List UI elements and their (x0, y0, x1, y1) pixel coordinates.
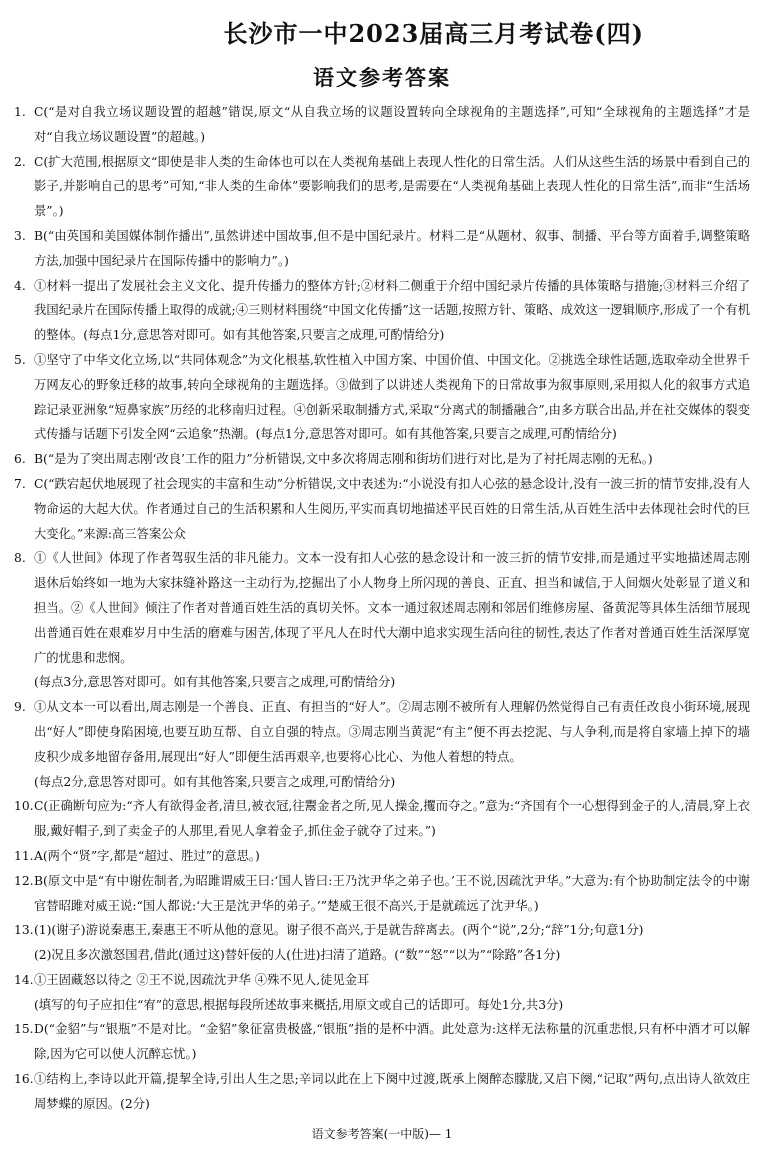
answer-note: (2)况且多次激怒国君,借此(通过这)替奸佞的人(仕进)扫清了道路。(“数”“怒”“以为”“除路”各1分) (34, 948, 561, 963)
answer-item-7 (14, 472, 750, 546)
answer-number: 3. (14, 228, 26, 243)
answer-text: C(扩大范围,根据原文“即使是非人类的生命体也可以在人类视角基础上表现人性化的日常生活。人们从这些生活的场景中看到自己的影子,并影响自己的思考”可知,“非人类的生命体”要影响我们的思考,是需要在“人类视角基础上表现人性化的日常生活”,而非“生活场景”。) (34, 154, 750, 219)
answer-number: 1. (14, 105, 26, 119)
answer-text: C(正确断句应为:“齐人有欲得金者,清旦,被衣冠,往鬻金者之所,见人操金,攫而夺之。”意为:“齐国有个一心想得到金子的人,清晨,穿上衣服,戴好帽子,到了卖金子的人那里,看见人拿着金子,抓住金子就夺了过来。”) (34, 799, 750, 839)
answer-text: B(“由英国和美国媒体制作播出”,虽然讲述中国故事,但不是中国纪录片。材料二是“从题材、叙事、制播、平台等方面着手,调整策略方法,加强中国纪录片在国际传播中的影响力”。) (34, 228, 750, 268)
answer-number: 4. (14, 278, 26, 293)
answer-text: B(原文中是“有中谢佐制者,为昭雎谓威王曰:‘国人皆曰:王乃沈尹华之弟子也。’王不说,因疏沈尹华。”大意为:有个协助制定法令的中谢官替昭雎对威王说:“国人都说:‘大王是沈尹华的弟子。’”楚威王很不高兴,于是就疏远了沈尹华。) (34, 873, 750, 913)
answer-item-4 (14, 274, 750, 348)
answer-note: (填写的句子应扣住“宥”的意思,根据每段所述故事来概括,用原文或自己的话即可。每处1分,共3分) (34, 997, 564, 1012)
answer-number: 16. (14, 1072, 34, 1087)
answer-item-6 (14, 447, 750, 472)
answer-text: B(“是为了突出周志刚‘改良’工作的阻力”分析错误,文中多次将周志刚和街坊们进行对比,是为了衬托周志刚的无私。) (34, 452, 653, 467)
answer-text: A(两个“贤”字,都是“超过、胜过”的意思。) (34, 848, 260, 863)
answer-text: ①《人世间》体现了作者驾驭生活的非凡能力。文本一没有扣人心弦的悬念设计和一波三折的情节安排,而是通过平实地描述周志刚退休后始终如一地为大家抹缝补路这一主动行为,挖掘出了小人物身上所闪现的善良、正直、担当和诚信,于人间烟火处彰显了道义和担当。②《人世间》倾注了作者对普通百姓生活的真切关怀。文本一通过叙述周志刚和邻居们维修房屋、备黄泥等具体生活细节展现出普通百姓在艰难岁月中生活的磨难与困苦,体现了平凡人在时代大潮中追求实现生活向往的韧性,表达了作者对普通百姓生活深厚宽广的忧患和悲悯。 (34, 551, 750, 665)
page-subtitle: 语文参考答案 (313, 65, 451, 90)
answer-text: C(“是对自我立场议题设置的超越”错误,原文“从自我立场的议题设置转向全球视角的主题选择”,可知“全球视角的主题选择”才是对“自我立场议题设置”的超越。) (34, 105, 750, 144)
answer-text: C(“跌宕起伏地展现了社会现实的丰富和生动”分析错误,文中表述为:“小说没有扣人心弦的悬念设计,没有一波三折的情节安排,没有人物命运的大起大伏。作者通过自己的生活积累和人生阅历,平实而真切地描述平民百姓的日常生活,从百姓生活中去体现社会时代的巨大变化。”来源:高三答案公众 (34, 476, 750, 541)
exam-title: 长沙市一中2023届高三月考试卷(四) (223, 19, 644, 48)
answer-item-11 (14, 844, 750, 869)
answer-item-8 (14, 546, 750, 695)
answer-item-15 (14, 1017, 750, 1067)
answer-text: ①从文本一可以看出,周志刚是一个善良、正直、有担当的“好人”。②周志刚不被所有人理解仍然觉得自己有责任改良小街环境,展现出“好人”即使身陷困境,也要互助互帮、自立自强的特点。③周志刚当黄泥“有主”便不再去挖泥、与人争利,而是将自家墙上掉下的墙皮积少成多地留存备用,展现出“好人”即便生活再艰辛,也要将心比心、为他人着想的特点。 (34, 700, 750, 764)
answer-item-1 (14, 100, 750, 150)
answer-text: ①结构上,李诗以此开篇,提挈全诗,引出人生之思;辛词以此在上下阕中过渡,既承上阕醉态朦胧,又启下阕,“记取”两句,点出诗人欲效庄周梦蝶的原因。(2分) (34, 1072, 750, 1111)
answer-item-10 (14, 794, 750, 844)
answer-number: 10. (14, 799, 34, 814)
answer-number: 13. (14, 923, 34, 938)
answer-item-16 (14, 1067, 750, 1117)
answer-text: D(“金貂”与“银瓶”不是对比。“金貂”象征富贵极盛,“银瓶”指的是杯中酒。此处意为:这样无法称量的沉重悲恨,只有杯中酒才可以解除,因为它可以使人沉醉忘忧。) (34, 1022, 750, 1062)
answer-number: 7. (14, 476, 26, 491)
page-footer: 语文参考答案(一中版)— 1 (311, 1127, 453, 1141)
answer-number: 5. (14, 352, 26, 367)
answer-number: 2. (14, 154, 26, 169)
answer-item-3 (14, 224, 750, 274)
answer-item-2 (14, 150, 750, 224)
answer-number: 14. (14, 972, 34, 987)
answer-item-12 (14, 869, 750, 919)
answer-note: (每点3分,意思答对即可。如有其他答案,只要言之成理,可酌情给分) (34, 675, 396, 690)
answer-text: (1)(谢子)游说秦惠王,秦惠王不听从他的意见。谢子很不高兴,于是就告辞离去。(两个“说”,2分;“辞”1分;句意1分) (34, 923, 644, 938)
answer-number: 15. (14, 1022, 34, 1037)
answer-item-14 (14, 968, 750, 1018)
answer-number: 12. (14, 873, 34, 888)
answer-note: (每点2分,意思答对即可。如有其他答案,只要言之成理,可酌情给分) (34, 774, 396, 789)
answer-item-5 (14, 348, 750, 447)
answer-number: 11. (14, 848, 34, 863)
answer-text: ①王固藏怒以待之 ②王不说,因疏沈尹华 ④殊不见人,徒见金耳 (34, 972, 370, 987)
answer-list (14, 100, 750, 1117)
answer-number: 6. (14, 452, 26, 467)
answer-text: ①坚守了中华文化立场,以“共同体观念”为文化根基,软性植入中国方案、中国价值、中国文化。②挑选全球性话题,选取牵动全世界千万网友心的野象迁移的故事,转向全球视角的主题选择。③做到了以讲述人类视角下的日常故事为叙事原则,采用拟人化的叙事方式追踪记录亚洲象“短鼻家族”历经的北移南归过程。④创新采取制播方式,采取“分离式的制播融合”,由多方联合出品,并在社交媒体的裂变式传播与话题下引发全网“云追象”热潮。(每点1分,意思答对即可。如有其他答案,只要言之成理,可酌情给分) (34, 352, 750, 442)
answer-item-13 (14, 918, 750, 968)
answer-number: 8. (14, 551, 26, 566)
answer-item-9 (14, 695, 750, 794)
answer-text: ①材料一提出了发展社会主义文化、提升传播力的整体方针;②材料二侧重于介绍中国纪录片传播的具体策略与措施;③材料三介绍了我国纪录片在国际传播上取得的成就;④三则材料围绕“中国文化传播”这一话题,按照方针、策略、成效这一逻辑顺序,形成了一个有机的整体。(每点1分,意思答对即可。如有其他答案,只要言之成理,可酌情给分) (34, 278, 750, 343)
answer-number: 9. (14, 700, 26, 715)
